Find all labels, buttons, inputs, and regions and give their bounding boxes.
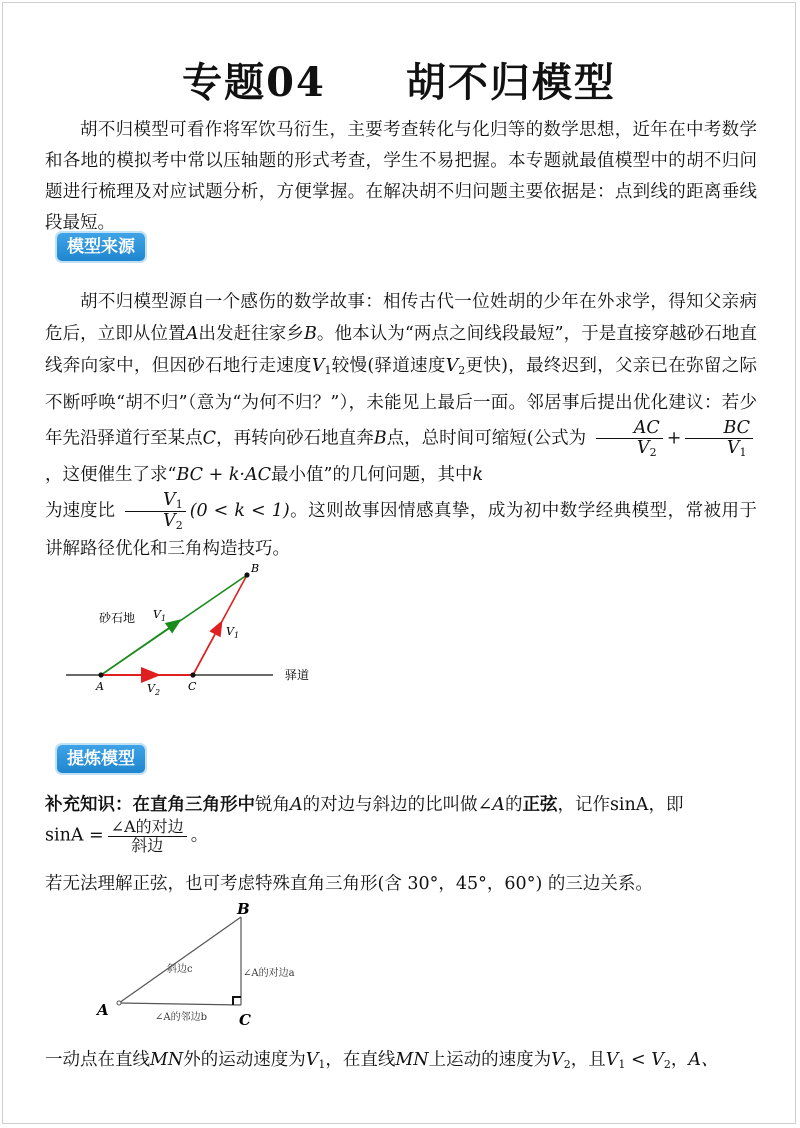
- label-b: B: [237, 900, 250, 918]
- point-a: [98, 672, 103, 677]
- hypotenuse-side: [119, 917, 241, 1003]
- bottom-paragraph: 一动点在直线MN外的运动速度为$V_1$，在直线MN上运动的速度为$V_2$，且$V_1 < V_2$，A、: [45, 1050, 719, 1071]
- label-opposite: ∠A的对边a: [243, 968, 295, 979]
- intro-paragraph: 胡不归模型可看作将军饮马衍生，主要考查转化与化归等的数学思想，近年在中考数学和各地的模拟考中常以压轴题的形式考查，学生不易把握。本专题就最值模型中的胡不归问题进行梳理及对应试题分析，方便掌握。在解决胡不归问题主要依据是：点到线的距离垂线段最短。: [45, 120, 757, 233]
- formula-fraction-bc: $\frac{BC}{V_1}$: [685, 419, 753, 459]
- page-title: [3, 51, 795, 108]
- label-gravel: 砂石地: [99, 611, 136, 625]
- label-c: C: [188, 680, 197, 693]
- adjacent-side: [119, 1003, 241, 1005]
- point-c: [190, 672, 195, 677]
- label-road: 驿道: [285, 668, 310, 682]
- label-a: A: [96, 680, 104, 693]
- sine-formula: sinA = $\frac{\text{∠A的对边}}{\text{斜边}}$ 。: [45, 817, 209, 855]
- formula-fraction-ac: $\frac{AC}{V_2}$: [596, 419, 663, 459]
- title-topic-number: 专题04: [182, 59, 326, 106]
- label-v1-green: $V_1$: [153, 608, 167, 623]
- label-a: A: [97, 1001, 109, 1019]
- section-badge-model-source: 模型来源: [57, 233, 145, 261]
- story-paragraph: 胡不归模型源自一个感伤的数学故事：相传古代一位姓胡的少年在外求学，得知父亲病危后，立即从位置A出发赶往家乡B。他本认为“两点之间线段最短”，于是直接穿越砂石地直线奔向家中，但因砂石地行走速度$V_1$较慢(驿道速度$V_2$更快)，最终迟到，父亲已在弥留之际不断呼唤“胡不归”（意为“为何不归？”），未能见上最后一面。邻居事后提出优化建议：若少年先沿驿道行至某点C，再转向砂石地直奔B点，总时间可缩短(公式为 $\frac{AC}{V_2}$ + $\frac{BC}{V_1}$ ，这便催生了求“BC + k·AC最小值”的几何问题，其中k 为速度比 $\frac{V_1}{V_2}$ (0 < k < 1)。这则故事因情感真挚，成为初中数学经典模型，常被用于讲解路径优化和三角构造技巧。: [45, 292, 758, 559]
- label-c: C: [239, 1011, 251, 1029]
- speed-ratio-fraction: $\frac{V_1}{V_2}$: [125, 491, 186, 532]
- title-topic-name: 胡不归模型: [405, 59, 616, 106]
- vertex-a: [117, 1001, 121, 1005]
- label-hypotenuse: 斜边c: [167, 964, 193, 975]
- label-b: B: [251, 562, 260, 575]
- arrow-v1-green: [101, 621, 179, 675]
- label-v1-red: $V_1$: [226, 625, 240, 640]
- section-badge-refine-model: 提炼模型: [57, 745, 145, 773]
- path-diagram: [61, 558, 331, 708]
- point-b: [244, 572, 249, 577]
- document-page: [2, 2, 796, 1124]
- knowledge-paragraph: 补充知识：在直角三角形中锐角A的对边与斜边的比叫做∠A的正弦，记作sinA，即: [45, 795, 684, 815]
- special-triangle-note: 若无法理解正弦，也可考虑特殊直角三角形(含 30°，45°，60°) 的三边关系。: [45, 874, 653, 894]
- label-adjacent: ∠A的邻边b: [155, 1012, 208, 1023]
- right-triangle-diagram: [93, 899, 343, 1034]
- label-v2: $V_2$: [147, 682, 161, 697]
- right-angle-mark: [233, 997, 241, 1005]
- arrow-v1-red: [193, 623, 221, 675]
